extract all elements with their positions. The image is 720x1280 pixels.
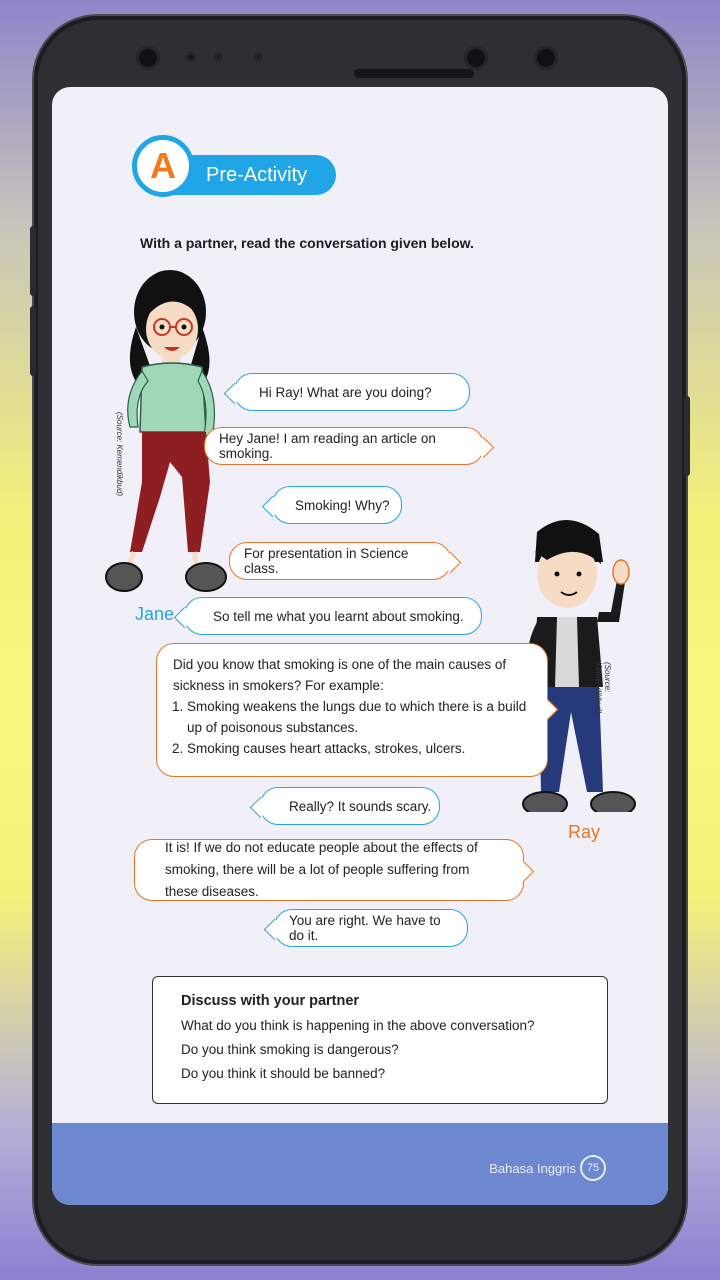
sensor-icon xyxy=(214,53,222,61)
volume-up-button[interactable] xyxy=(30,226,36,296)
sensor-icon xyxy=(186,52,196,62)
sensor-icon xyxy=(254,53,262,61)
message-text: It is! If we do not educate people about the effects of smoking, there will be a lot of people suffering from these diseases. xyxy=(165,840,478,899)
list-item: 1. Smoking weakens the lungs due to which there is a build up of poisonous substances. xyxy=(187,696,531,738)
front-camera-icon xyxy=(136,46,160,70)
speech-bubble-jane xyxy=(260,787,440,825)
message-text: You are right. We have to do it. xyxy=(289,913,441,943)
speech-bubble-jane xyxy=(272,486,402,524)
discussion-question: What do you think is happening in the above conversation? xyxy=(181,1018,535,1033)
page-number: 75 xyxy=(580,1155,606,1181)
jane-name-label: Jane xyxy=(135,604,175,624)
message-text: Hi Ray! What are you doing? xyxy=(259,384,432,400)
effects-list xyxy=(173,696,531,759)
message-text: So tell me what you learnt about smoking. xyxy=(213,608,464,624)
speech-bubble-jane xyxy=(234,373,470,411)
page-footer xyxy=(52,1123,668,1205)
speech-bubble-jane xyxy=(184,597,482,635)
list-item: 2. Smoking causes heart attacks, strokes, ulcers. xyxy=(187,738,531,759)
speech-bubble-ray xyxy=(204,427,484,465)
discussion-question: Do you think smoking is dangerous? xyxy=(181,1042,399,1057)
message-text: Really? It sounds scary. xyxy=(289,798,432,814)
discussion-title: Discuss with your partner xyxy=(181,993,360,1009)
jane-source-credit: (Source: Kemendikbud) xyxy=(115,412,124,497)
iris-scanner-icon xyxy=(464,46,488,70)
volume-down-button[interactable] xyxy=(30,306,36,376)
instruction-text: With a partner, read the conversation given below. xyxy=(140,235,474,251)
book-title: Bahasa Inggris xyxy=(489,1161,576,1176)
discussion-question: Do you think it should be banned? xyxy=(181,1066,386,1081)
book-page[interactable] xyxy=(52,87,668,1205)
section-title: Pre-Activity xyxy=(206,164,308,186)
section-letter-badge: A xyxy=(132,135,194,197)
ray-source-credit: (Source: Kemendikbud) xyxy=(594,662,612,714)
message-text: Did you know that smoking is one of the main causes of sickness in smokers? For example: xyxy=(173,657,507,693)
speech-bubble-jane xyxy=(274,909,468,947)
message-text: For presentation in Science class. xyxy=(244,546,409,576)
power-button[interactable] xyxy=(684,396,690,476)
rear-sensor-icon xyxy=(534,46,558,70)
discussion-box xyxy=(152,976,608,1104)
speech-bubble-ray-long xyxy=(156,643,548,777)
speech-bubble-ray xyxy=(134,839,524,901)
speech-bubble-ray xyxy=(229,542,451,580)
message-text: Smoking! Why? xyxy=(295,497,390,513)
message-text: Hey Jane! I am reading an article on smoking. xyxy=(219,431,436,461)
ray-name-label: Ray xyxy=(568,822,601,842)
earpiece-speaker xyxy=(354,69,474,78)
